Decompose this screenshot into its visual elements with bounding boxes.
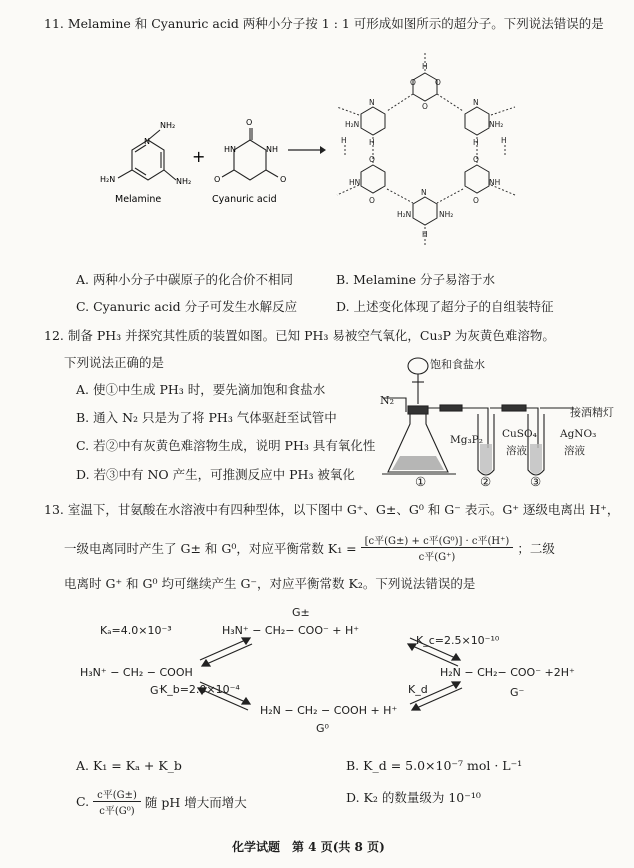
funnel-bulb (408, 358, 428, 374)
q12-stem-line1: 12. 制备 PH₃ 并探究其性质的装置如图。已知 PH₃ 易被空气氧化，Cu₃P 为灰黄色难溶物。 (44, 328, 555, 343)
label-cuso4-sol: 溶液 (506, 445, 527, 457)
k1-numerator: [c平(G±) + c平(G⁰)] · c平(H⁺) (361, 532, 514, 548)
supramolecule-figure (325, 45, 555, 255)
sm-o3: O (422, 102, 428, 111)
sm-o1: O (410, 78, 416, 87)
melamine-h2n-left: H₂N (100, 175, 116, 184)
g0-formula: H₂N − CH₂ − COOH + H⁺ (260, 704, 398, 717)
melamine-name: Melamine (115, 194, 162, 205)
option-c-denominator: c平(G⁰) (99, 806, 135, 817)
sm-h2n-left: H₂N (345, 120, 360, 129)
plus-sign: + (192, 147, 206, 166)
sm-nh2-bottom: NH₂ (439, 210, 454, 219)
sm-n3: N (421, 188, 427, 197)
q13-line1: 13. 室温下，甘氨酸在水溶液中有四种型体，以下图中 G⁺、G±、G⁰ 和 G⁻ 表示。G⁺ 逐级电离出 H⁺， (44, 502, 620, 517)
q11-stem: 11. Melamine 和 Cyanuric acid 两种小分子按 1 : 1 可形成如图所示的超分子。下列说法错误的是 (44, 16, 604, 31)
ring-upper-left (361, 107, 385, 135)
q12-option-d: D. 若③中有 NO 产生，可推测反应中 PH₃ 被氧化 (76, 467, 355, 482)
q11-option-c: C. Cyanuric acid 分子可发生水解反应 (76, 299, 298, 314)
sm-hn-left: HN (349, 178, 361, 187)
ring-top (413, 73, 437, 101)
ka-constant: Kₐ=4.0×10⁻³ (100, 624, 172, 637)
q13-line2-post: ；二级 (517, 540, 555, 556)
q13-line2 (64, 532, 555, 563)
label-agno3-sol: 溶液 (564, 445, 585, 457)
q13-option-d: D. K₂ 的数量级为 10⁻¹⁰ (346, 790, 481, 805)
sm-nh-right: NH (489, 178, 501, 187)
q13-option-c-text: 随 pH 增大而增大 (144, 794, 247, 810)
q13-option-b: B. K_d = 5.0×10⁻⁷ mol · L⁻¹ (346, 758, 523, 773)
sm-h2: H (369, 138, 375, 147)
label-mg3p2: Mg₃P₂ (450, 434, 483, 446)
cyanuric-o-right: O (280, 175, 287, 184)
sm-nh2-right: NH₂ (489, 120, 504, 129)
cyanuric-name: Cyanuric acid (212, 194, 277, 205)
ring-lower-right (465, 165, 489, 193)
q11-reactants-figure (100, 110, 300, 220)
label-flask-1: ① (415, 474, 427, 489)
label-cuso4: CuSO₄ (502, 428, 537, 440)
q11-option-d: D. 上述变化体现了超分子的自组装特征 (336, 299, 554, 314)
g0-label: G⁰ (316, 722, 329, 735)
q13-option-c-prefix: C. (76, 794, 90, 809)
g-plus-label: G⁺ (150, 684, 165, 697)
q11-option-a: A. 两种小分子中碳原子的化合价不相同 (76, 272, 293, 287)
sm-o7: O (473, 196, 479, 205)
page-footer: 化学试题 第 4 页(共 8 页) (232, 840, 385, 854)
option-c-numerator: c平(G±) (93, 786, 141, 802)
sm-h6: H (501, 136, 507, 145)
option-c-fraction (93, 786, 141, 817)
kb-constant: K_b=2.0×10⁻⁴ (160, 683, 240, 696)
q12-option-a: A. 使①中生成 PH₃ 时，要先滴加饱和食盐水 (76, 382, 326, 397)
cyanuric-hn: HN (224, 145, 236, 154)
label-tube-2: ② (480, 474, 492, 489)
q13-line2-pre: 一级电离同时产生了 G± 和 G⁰，对应平衡常数 K₁ = (64, 540, 357, 556)
melamine-nh2-right: NH₂ (176, 177, 192, 186)
sm-o4: O (369, 155, 375, 164)
q13-option-c (76, 786, 247, 817)
kd-constant: K_d (408, 683, 428, 696)
sm-o5: O (473, 155, 479, 164)
q13-line3: 电离时 G⁺ 和 G⁰ 均可继续产生 G⁻，对应平衡常数 K₂。下列说法错误的是 (64, 576, 476, 591)
sm-n1: N (369, 98, 375, 107)
ring-lower-left (361, 165, 385, 193)
cyanuric-structure (222, 128, 278, 180)
sm-n2: N (473, 98, 479, 107)
reaction-arrow (286, 140, 326, 160)
g-pm-formula: H₃N⁺ − CH₂− COO⁻ + H⁺ (222, 624, 360, 637)
sm-o2: O (435, 78, 441, 87)
q12-option-c: C. 若②中有灰黄色难溶物生成，说明 PH₃ 具有氧化性 (76, 438, 376, 453)
sm-o6: O (369, 196, 375, 205)
g-plus-formula: H₃N⁺ − CH₂ − COOH (80, 666, 193, 679)
ring-upper-right (465, 107, 489, 135)
g-pm-label: G± (292, 606, 310, 619)
sm-h5: H (341, 136, 347, 145)
label-n2: N₂ (380, 394, 395, 407)
sm-h3: H (473, 138, 479, 147)
cyanuric-nh: NH (266, 145, 278, 154)
k1-denominator: c平(G⁺) (418, 552, 456, 563)
melamine-nh2-top: NH₂ (160, 121, 176, 130)
cyanuric-o-left: O (214, 175, 221, 184)
label-agno3: AgNO₃ (560, 428, 597, 440)
label-tube-3: ③ (530, 474, 542, 489)
kc-constant: K_c=2.5×10⁻¹⁰ (416, 634, 500, 647)
q12-stem-line2: 下列说法正确的是 (64, 355, 165, 370)
q13-option-a: A. K₁ = Kₐ + K_b (76, 758, 182, 773)
label-lamp: 接酒精灯 (570, 406, 614, 419)
sm-h4: H (422, 230, 428, 239)
sm-h2n-bottom: H₂N (397, 210, 412, 219)
melamine-n1: N (144, 137, 150, 146)
q12-apparatus-figure (378, 352, 618, 492)
sm-h1: H (422, 62, 428, 71)
q12-option-b: B. 通入 N₂ 只是为了将 PH₃ 气体驱赶至试管中 (76, 410, 337, 425)
k1-fraction (361, 532, 514, 563)
g-minus-label: G⁻ (510, 686, 525, 699)
ring-bottom (413, 197, 437, 225)
cyanuric-o-top: O (246, 118, 253, 127)
q11-option-b: B. Melamine 分子易溶于水 (336, 272, 496, 287)
g-minus-formula: H₂N − CH₂− COO⁻ +2H⁺ (440, 666, 575, 679)
label-brine: 饱和食盐水 (430, 358, 485, 371)
